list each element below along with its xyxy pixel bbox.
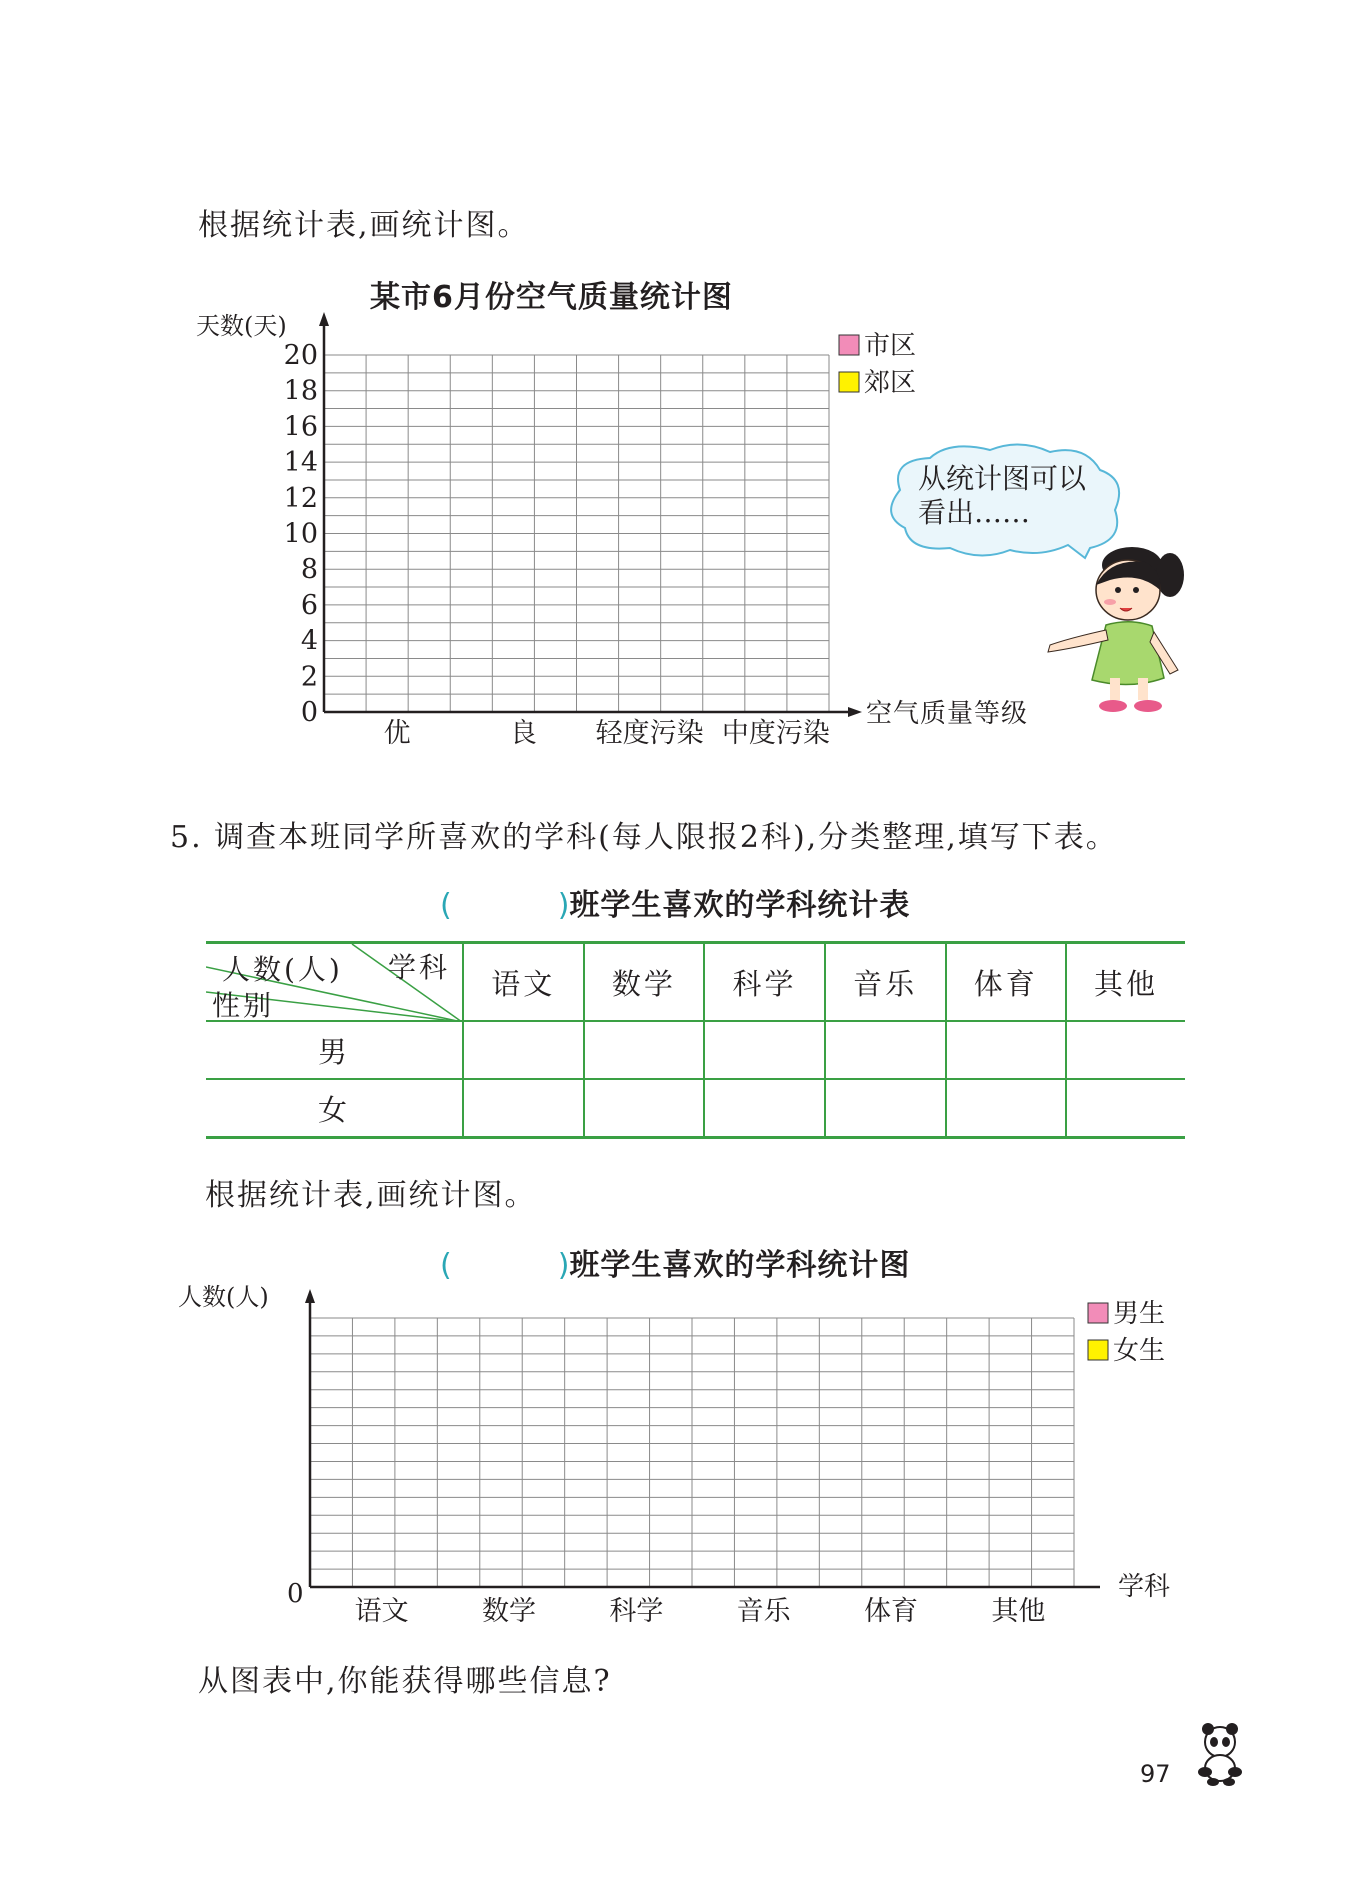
- chart2-grid: [0, 1270, 1353, 1650]
- table-cell[interactable]: [584, 1021, 705, 1079]
- paren-open: (: [440, 888, 452, 923]
- page-number: 97: [1140, 1760, 1171, 1788]
- speech-bubble-text: [918, 462, 1086, 530]
- chart2-origin: 0: [287, 1579, 304, 1609]
- chart2-xlabel: 学科: [1118, 1572, 1171, 1602]
- row-label-boy: 男: [206, 1021, 463, 1079]
- table-title: 班学生喜欢的学科统计表: [569, 888, 911, 923]
- table-row: [206, 1079, 1185, 1138]
- table-cell[interactable]: [946, 1079, 1067, 1138]
- chart2-category: 科学: [609, 1596, 664, 1627]
- instruction-1: 根据统计表,画统计图。: [198, 208, 530, 243]
- header-subject: 数学: [584, 943, 705, 1022]
- chart1-ytick: 14: [283, 447, 318, 479]
- paren-close: ): [557, 1248, 570, 1283]
- table-cell[interactable]: [704, 1079, 825, 1138]
- legend-label-boys: 男生: [1113, 1299, 1166, 1329]
- legend-label-urban: 市区: [864, 331, 917, 361]
- chart2-category: 数学: [482, 1596, 536, 1627]
- chart1-ytick: 2: [300, 661, 318, 693]
- table-cell[interactable]: [463, 1079, 584, 1138]
- header-subject: 音乐: [825, 943, 946, 1022]
- chart1-category: 轻度污染: [595, 718, 704, 749]
- legend-label-suburb: 郊区: [864, 368, 917, 398]
- chart1-ytick: 18: [283, 375, 318, 407]
- girl-icon: [1048, 547, 1184, 712]
- chart2-title: 班学生喜欢的学科统计图: [569, 1248, 911, 1283]
- table-cell[interactable]: [825, 1021, 946, 1079]
- header-subject: 语文: [463, 943, 584, 1022]
- table-cell[interactable]: [825, 1079, 946, 1138]
- chart1-ytick: 0: [300, 697, 318, 728]
- header-subject: 科学: [704, 943, 825, 1022]
- paren-close: ): [557, 888, 570, 923]
- legend-swatch-suburb: [839, 372, 859, 392]
- corner-label-count: 人数(人): [222, 953, 343, 986]
- chart1-ytick: 16: [283, 411, 318, 443]
- chart1-ytick: 10: [283, 518, 318, 550]
- chart1-ytick: 6: [300, 589, 318, 621]
- row-label-girl: 女: [206, 1079, 463, 1138]
- chart2-category: 其他: [991, 1596, 1046, 1627]
- subject-stat-table: [206, 941, 1185, 1139]
- legend-swatch-boys: [1088, 1303, 1108, 1323]
- table-header-row: [206, 943, 1185, 1022]
- table-cell[interactable]: [584, 1079, 705, 1138]
- table-cell[interactable]: [1066, 1021, 1185, 1079]
- y-axis-arrow-icon: [305, 1289, 315, 1303]
- question-info: 从图表中,你能获得哪些信息?: [198, 1664, 612, 1699]
- chart1-ytick: 12: [283, 482, 318, 514]
- legend-swatch-urban: [839, 335, 859, 355]
- table-cell[interactable]: [946, 1021, 1067, 1079]
- corner-label-subject: 学科: [388, 951, 451, 984]
- table-cell[interactable]: [704, 1021, 825, 1079]
- chart2-category: 语文: [354, 1596, 409, 1627]
- chart2-category: 体育: [864, 1596, 918, 1627]
- header-subject: 其他: [1066, 943, 1185, 1022]
- x-axis-arrow-icon: [848, 707, 862, 717]
- chart1-xlabel: 空气质量等级: [866, 699, 1029, 729]
- chart1-category: 中度污染: [721, 718, 830, 749]
- panda-icon: [1185, 1718, 1255, 1788]
- legend-label-girls: 女生: [1113, 1336, 1166, 1366]
- chart2-category: 音乐: [736, 1596, 791, 1627]
- table-title-row: [440, 880, 910, 924]
- legend-swatch-girls: [1088, 1340, 1108, 1360]
- header-corner-cell: [206, 943, 463, 1022]
- y-axis-arrow-icon: [319, 312, 329, 326]
- corner-label-gender: 性别: [212, 989, 275, 1022]
- chart2-ylabel: 人数(人): [178, 1283, 269, 1311]
- table-cell[interactable]: [463, 1021, 584, 1079]
- question-5: 5. 调查本班同学所喜欢的学科(每人限报2科),分类整理,填写下表。: [170, 820, 1118, 855]
- paren-open: (: [440, 1248, 452, 1283]
- header-subject: 体育: [946, 943, 1067, 1022]
- chart1-title: 某市6月份空气质量统计图: [370, 280, 733, 315]
- speech-line-1: 从统计图可以: [918, 462, 1087, 495]
- chart1-ytick: 4: [300, 625, 318, 657]
- table-row: [206, 1021, 1185, 1079]
- chart1-category: 优: [383, 718, 411, 749]
- instruction-2: 根据统计表,画统计图。: [205, 1178, 537, 1213]
- chart1-ylabel: 天数(天): [196, 312, 287, 340]
- chart1-category: 良: [509, 718, 537, 749]
- table-cell[interactable]: [1066, 1079, 1185, 1138]
- chart1-ytick: 20: [283, 340, 318, 371]
- chart1-ytick: 8: [300, 554, 318, 586]
- speech-line-2: 看出……: [918, 496, 1031, 529]
